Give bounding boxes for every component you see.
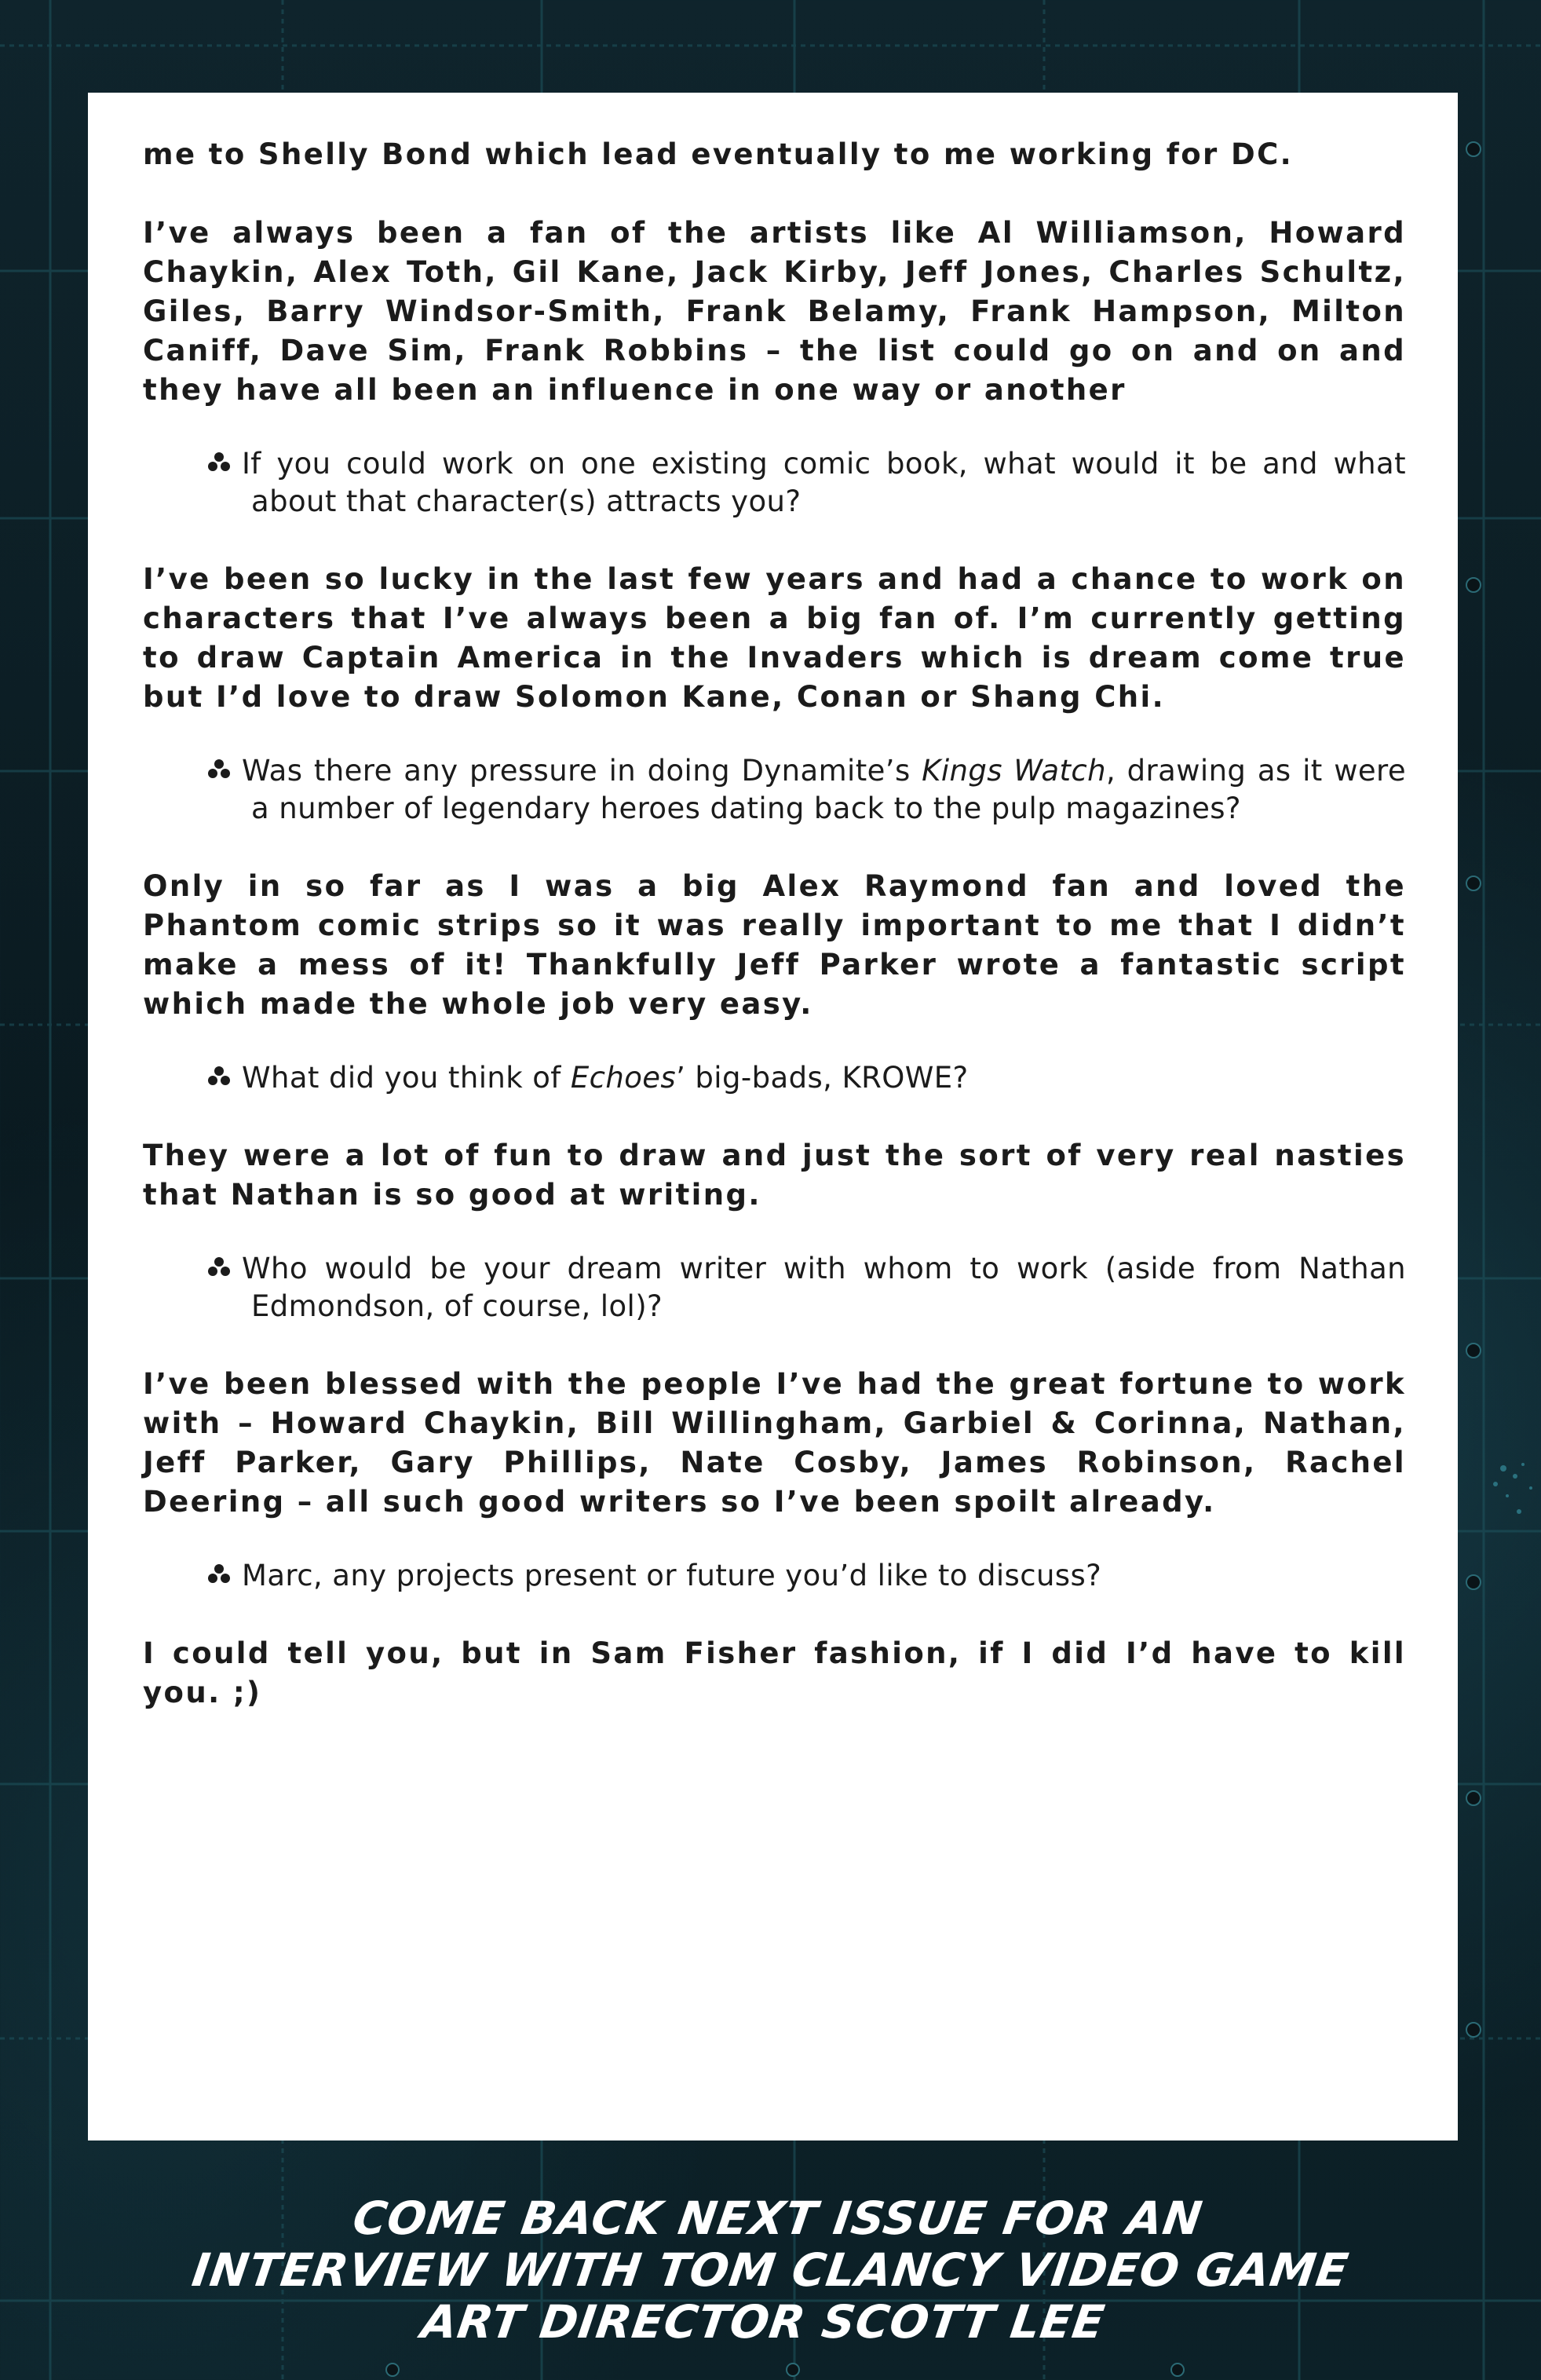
question-text-after: , drawing as it were a number of legendary heroes dating back to the pulp magazines?: [251, 754, 1406, 825]
interview-question: [207, 444, 1406, 521]
banner-line: INTERVIEW WITH TOM CLANCY VIDEO GAME: [188, 2243, 1353, 2297]
answer-paragraph: I could tell you, but in Sam Fisher fashion, if I did I’d have to kill you. ;): [143, 1636, 1406, 1709]
interview-question: [207, 1249, 1406, 1325]
question-text-before: Was there any pressure in doing Dynamite’s: [242, 754, 922, 788]
answer-paragraph: me to Shelly Bond which lead eventually to me working for DC.: [143, 137, 1294, 171]
question-text-before: What did you think of: [242, 1061, 571, 1095]
trefoil-bullet-icon: [207, 751, 242, 789]
trefoil-bullet-icon: [207, 1058, 242, 1096]
question-text-after: ’ big-bads, KROWE?: [676, 1061, 969, 1095]
banner-line: COME BACK NEXT ISSUE FOR AN: [349, 2192, 1207, 2245]
answer-paragraph: I’ve been so lucky in the last few years and had a chance to work on characters that I’ve always been a big fan of. I’m currently getting to draw Captain America in the Invaders which is dream come true but I’d love to draw Solomon Kane, Conan or Shang Chi.: [143, 562, 1406, 714]
comic-title: Kings Watch: [922, 754, 1106, 788]
banner-line: ART DIRECTOR SCOTT LEE: [418, 2295, 1108, 2349]
trefoil-bullet-icon: [207, 1249, 242, 1287]
answer-paragraph: They were a lot of fun to draw and just the sort of very real nasties that Nathan is so good at writing.: [143, 1139, 1406, 1212]
interview-question: [207, 1556, 1406, 1595]
answer-paragraph: I’ve always been a fan of the artists like Al Williamson, Howard Chaykin, Alex Toth, Gil Kane, Jack Kirby, Jeff Jones, Charles Schultz, Giles, Barry Windsor-Smith, Frank Belamy, Frank Hampson, Milton Caniff, Dave Sim, Frank Robbins – the list could go on and on and they have all been an influence in one way or another: [143, 216, 1406, 407]
question-text: If you could work on one existing comic book, what would it be and what about that character(s) attracts you?: [242, 447, 1406, 518]
interview-question: [207, 751, 1406, 828]
answer-paragraph: Only in so far as I was a big Alex Raymond fan and loved the Phantom comic strips so it was really important to me that I didn’t make a mess of it! Thankfully Jeff Parker wrote a fantastic script which made the whole job very easy.: [143, 869, 1406, 1021]
comic-title: Echoes: [570, 1061, 677, 1095]
interview-question: [207, 1058, 1406, 1097]
interview-panel: [88, 93, 1458, 2141]
question-text: Marc, any projects present or future you’d like to discuss?: [242, 1559, 1102, 1592]
answer-paragraph: I’ve been blessed with the people I’ve had the great fortune to work with – Howard Chaykin, Bill Willingham, Garbiel & Corinna, Nathan, Jeff Parker, Gary Phillips, Nate Cosby, James Robinson, Rachel Deering – all such good writers so I’ve been spoilt already.: [143, 1367, 1406, 1519]
question-text: Who would be your dream writer with whom to work (aside from Nathan Edmondson, of course, lol)?: [242, 1252, 1406, 1323]
next-issue-banner: [0, 2192, 1541, 2348]
trefoil-bullet-icon: [207, 1556, 242, 1594]
trefoil-bullet-icon: [207, 444, 242, 482]
